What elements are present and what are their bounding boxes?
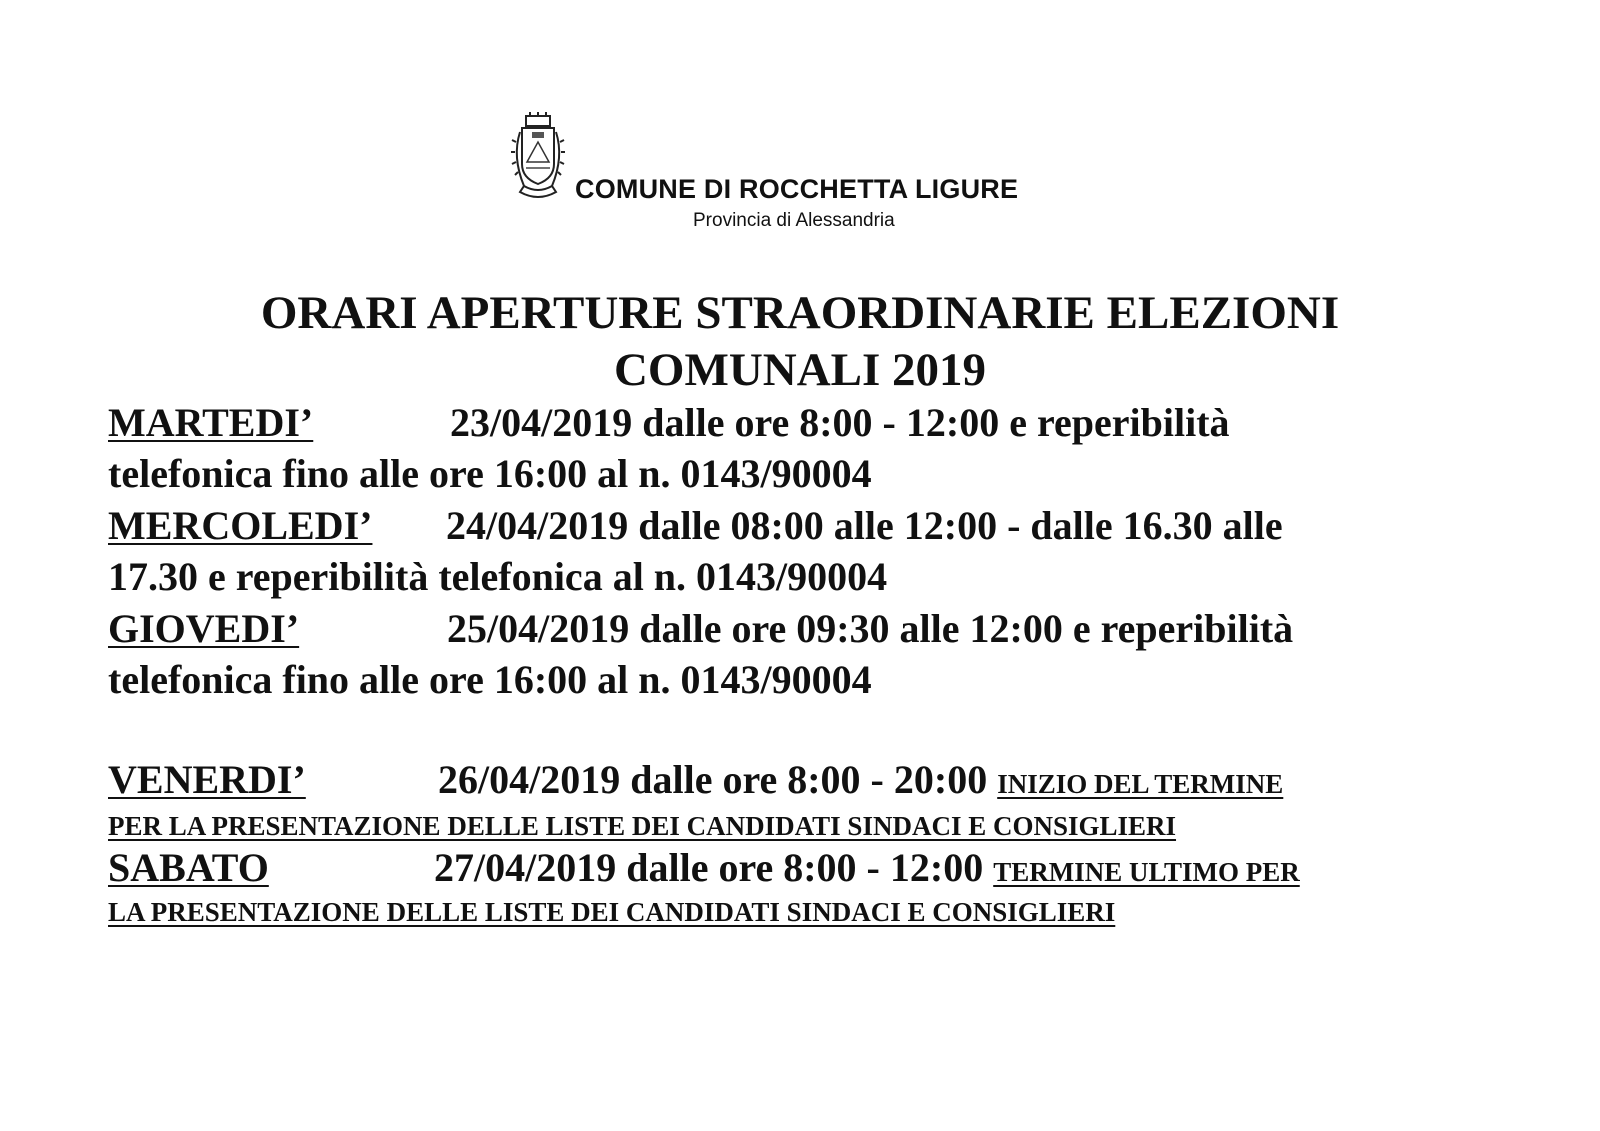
schedule-continuation: telefonica fino alle ore 16:00 al n. 0143/90004 bbox=[108, 657, 872, 702]
schedule-note: TERMINE ULTIMO PER bbox=[993, 857, 1300, 887]
day-label: MERCOLEDI’ bbox=[108, 503, 373, 548]
day-label: MARTEDI’ bbox=[108, 400, 314, 445]
schedule-continuation: telefonica fino alle ore 16:00 al n. 0143/90004 bbox=[108, 451, 872, 496]
schedule-note: INIZIO DEL TERMINE bbox=[997, 769, 1284, 799]
day-label: GIOVEDI’ bbox=[108, 606, 300, 651]
province-name: Provincia di Alessandria bbox=[693, 210, 895, 231]
schedule-row-wednesday bbox=[108, 503, 1283, 549]
municipal-crest-icon bbox=[510, 112, 566, 202]
schedule-row-friday bbox=[108, 757, 1284, 803]
notice-title-line-2: COMUNALI 2019 bbox=[613, 344, 987, 396]
schedule-detail: 25/04/2019 dalle ore 09:30 alle 12:00 e reperibilità bbox=[447, 606, 1294, 651]
schedule-row-thursday bbox=[108, 606, 1294, 652]
schedule-detail: 23/04/2019 dalle ore 8:00 - 12:00 e reperibilità bbox=[450, 400, 1230, 445]
schedule-row-saturday bbox=[108, 845, 1300, 891]
schedule-detail: 27/04/2019 dalle ore 8:00 - 12:00 bbox=[434, 845, 984, 890]
day-label: SABATO bbox=[108, 845, 269, 890]
day-label: VENERDI’ bbox=[108, 757, 306, 802]
letterhead bbox=[510, 112, 1070, 232]
schedule-continuation: PER LA PRESENTAZIONE DELLE LISTE DEI CANDIDATI SINDACI E CONSIGLIERI bbox=[108, 811, 1177, 841]
schedule-detail: 26/04/2019 dalle ore 8:00 - 20:00 bbox=[438, 757, 988, 802]
schedule-detail: 24/04/2019 dalle 08:00 alle 12:00 - dalle 16.30 alle bbox=[446, 503, 1283, 548]
notice-title-line-1: ORARI APERTURE STRAORDINARIE ELEZIONI bbox=[260, 287, 1340, 339]
schedule-row-tuesday bbox=[108, 400, 1230, 446]
schedule-continuation: 17.30 e reperibilità telefonica al n. 0143/90004 bbox=[108, 554, 888, 599]
municipality-name: COMUNE DI ROCCHETTA LIGURE bbox=[575, 174, 1019, 204]
schedule-continuation: LA PRESENTAZIONE DELLE LISTE DEI CANDIDATI SINDACI E CONSIGLIERI bbox=[108, 897, 1116, 927]
